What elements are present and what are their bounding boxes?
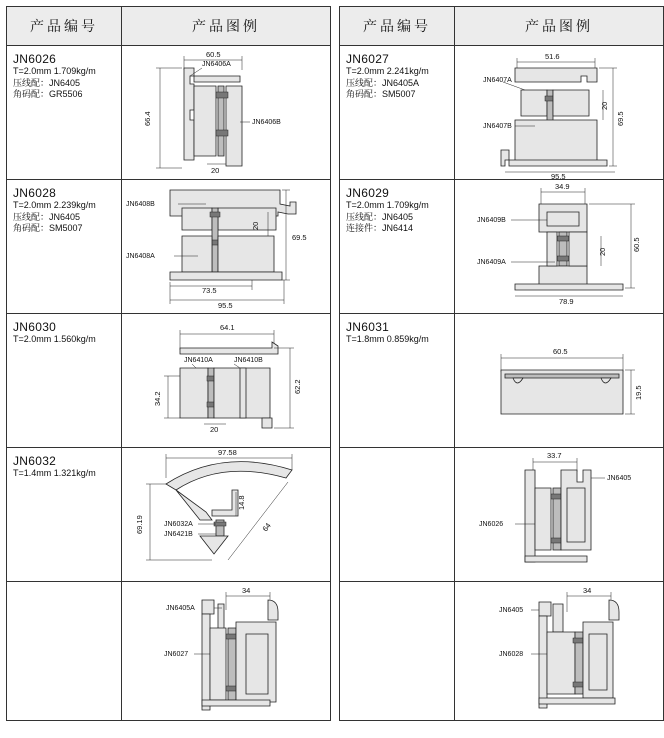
catalog-table-right (339, 6, 664, 721)
table-row (340, 582, 664, 721)
dim-gap: 20 (211, 166, 220, 175)
table-row (340, 448, 664, 582)
product-accessory-1: 压线配：JN6405 (346, 211, 414, 222)
part-label-b: JN6407B (483, 123, 512, 130)
product-info (340, 46, 454, 101)
table-row (7, 582, 331, 721)
part-label-a: JN6409B (477, 217, 506, 224)
product-info (7, 46, 121, 101)
product-info (340, 314, 454, 346)
part-label-b: JN6410B (234, 357, 263, 364)
part-label-b: JN6027 (164, 651, 189, 658)
profile-drawing-jn6032 (122, 448, 330, 582)
product-accessory-1: 压线配：JN6405 (13, 77, 81, 88)
assembly-drawing-jn6026 (455, 448, 663, 582)
table-header-row (7, 7, 331, 46)
dim-height: 69.5 (616, 111, 625, 126)
product-code: JN6026 (13, 52, 57, 66)
dim-height-inner: 34.2 (153, 391, 162, 406)
dim-height: 60.5 (632, 237, 641, 252)
dim-height: 62.2 (293, 379, 302, 394)
part-label-a: JN6410A (184, 357, 213, 364)
table-row (340, 46, 664, 180)
part-label-a: JN6032A (164, 521, 193, 528)
part-label-a: JN6405 (607, 475, 632, 482)
product-info-empty (340, 448, 454, 454)
dim-gap: 14.8 (237, 495, 246, 510)
part-label-a: JN6405A (166, 605, 195, 612)
profile-drawing-jn6026 (122, 46, 330, 180)
dim-width: 60.5 (553, 347, 568, 356)
product-accessory-2: 角码配：SM5007 (13, 223, 83, 233)
dim-width: 64.1 (220, 323, 235, 332)
dim-height: 66.4 (143, 111, 152, 126)
product-code: JN6032 (13, 454, 57, 468)
catalog-sheet-left (6, 6, 330, 738)
dim-width: 97.58 (218, 448, 237, 457)
profile-drawing-jn6030 (122, 314, 330, 448)
dim-gap: 20 (251, 221, 260, 230)
product-info (340, 180, 454, 235)
catalog-sheet-right (339, 6, 663, 738)
dim-height: 19.5 (634, 385, 643, 400)
dim-width: 33.7 (547, 451, 562, 460)
product-spec: T=2.0mm 2.241kg/m (346, 66, 429, 76)
table-row (7, 180, 331, 314)
product-code: JN6027 (346, 52, 390, 66)
dim-width: 34 (583, 586, 592, 595)
dim-width: 34 (242, 586, 251, 595)
dim-width: 78.9 (559, 297, 574, 306)
product-spec: T=1.4mm 1.321kg/m (13, 468, 96, 478)
table-row (7, 314, 331, 448)
part-label-b: JN6409A (477, 259, 506, 266)
header-product-figure: 产品图例 (122, 7, 331, 46)
dim-height: 69.5 (292, 233, 307, 242)
product-code: JN6029 (346, 186, 390, 200)
dim-width: 95.5 (218, 301, 233, 310)
product-info (7, 314, 121, 346)
product-accessory-2: 角码配：SM5007 (346, 89, 416, 99)
product-spec: T=2.0mm 1.560kg/m (13, 334, 96, 344)
profile-drawing-jn6028 (122, 180, 330, 314)
profile-drawing-jn6031 (455, 314, 663, 448)
part-label-b: JN6421B (164, 531, 193, 538)
part-label-b: JN6406B (252, 119, 281, 126)
product-accessory-1: 压线配：JN6405 (13, 211, 81, 222)
dim-width: 60.5 (206, 50, 221, 59)
product-code: JN6030 (13, 320, 57, 334)
table-row (340, 180, 664, 314)
part-label-a: JN6405 (499, 607, 524, 614)
part-label-a: JN6408B (126, 201, 155, 208)
product-info-empty (7, 582, 121, 588)
product-spec: T=1.8mm 0.859kg/m (346, 334, 429, 344)
product-accessory-1: 压线配：JN6405A (346, 77, 420, 88)
part-label-a: JN6406A (202, 61, 231, 68)
dim-gap: 20 (598, 247, 607, 256)
product-spec: T=2.0mm 1.709kg/m (346, 200, 429, 210)
product-code: JN6028 (13, 186, 57, 200)
dim-height: 69.19 (135, 515, 144, 534)
part-label-b: JN6026 (479, 521, 504, 528)
dim-gap: 20 (600, 101, 609, 110)
dim-width-inner: 73.5 (202, 286, 217, 295)
profile-drawing-jn6027 (455, 46, 663, 180)
table-row (7, 448, 331, 582)
part-label-a: JN6407A (483, 77, 512, 84)
product-accessory-2: 连接件：JN6414 (346, 223, 414, 233)
table-row (7, 46, 331, 180)
dim-width: 95.5 (551, 172, 566, 180)
dim-width-top: 51.6 (545, 52, 560, 61)
product-info (7, 448, 121, 480)
table-header-row (340, 7, 664, 46)
part-label-b: JN6028 (499, 651, 524, 658)
assembly-drawing-jn6028 (455, 582, 663, 721)
part-label-b: JN6408A (126, 253, 155, 260)
profile-drawing-jn6029 (455, 180, 663, 314)
product-code: JN6031 (346, 320, 390, 334)
product-spec: T=2.0mm 1.709kg/m (13, 66, 96, 76)
product-accessory-2: 角码配：GR5506 (13, 89, 83, 99)
table-row (340, 314, 664, 448)
dim-gap: 20 (210, 425, 219, 434)
product-spec: T=2.0mm 2.239kg/m (13, 200, 96, 210)
header-product-code: 产品编号 (340, 7, 455, 46)
catalog-table-left (6, 6, 331, 721)
header-product-figure: 产品图例 (455, 7, 664, 46)
assembly-drawing-jn6027 (122, 582, 330, 721)
dim-width-top: 34.9 (555, 182, 570, 191)
dim-diagonal: 64 (260, 521, 273, 534)
product-info (7, 180, 121, 235)
header-product-code: 产品编号 (7, 7, 122, 46)
product-info-empty (340, 582, 454, 588)
